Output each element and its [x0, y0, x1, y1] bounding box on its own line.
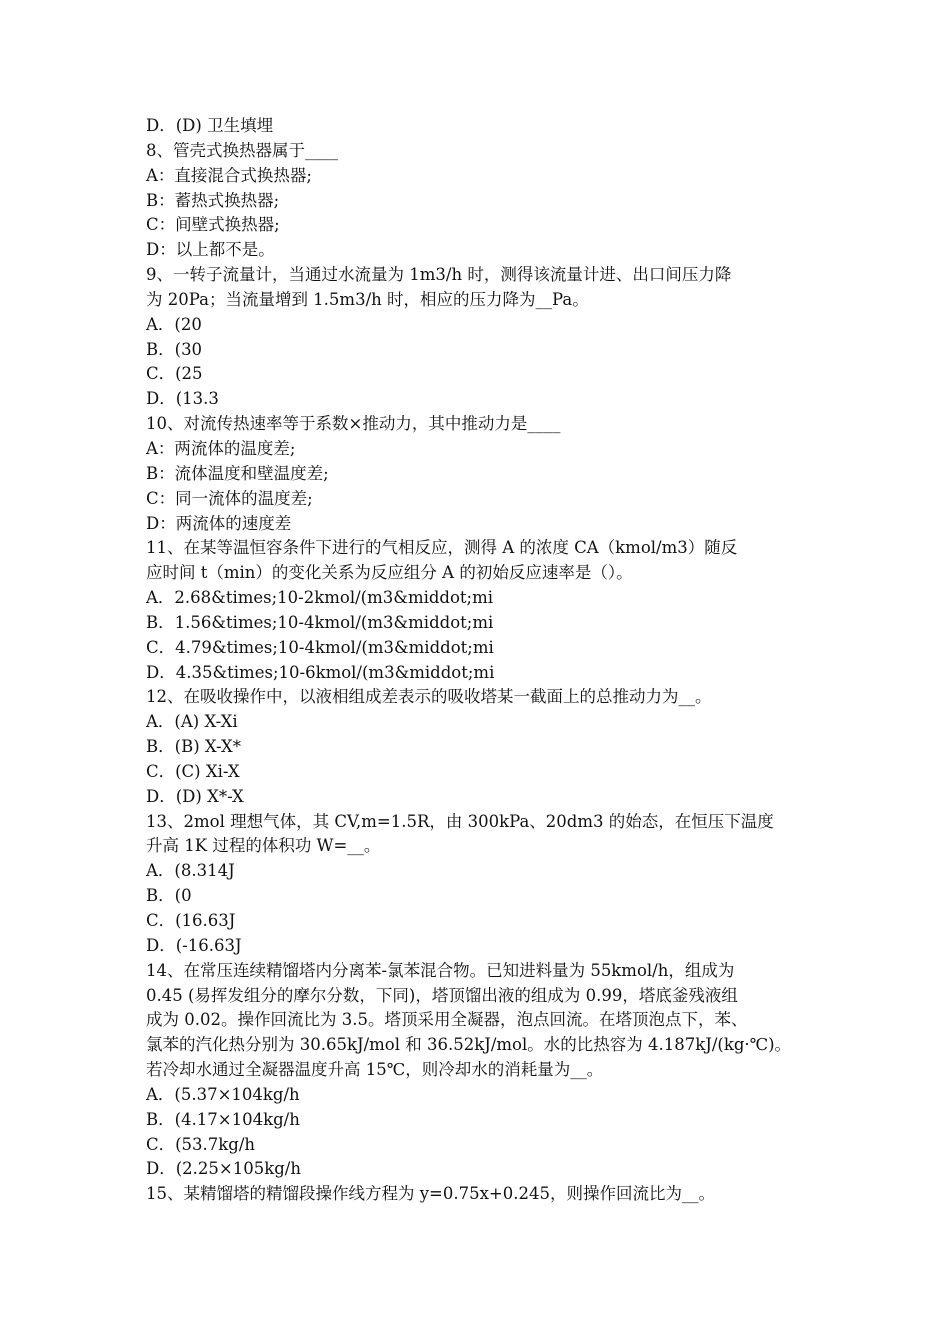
text-line: A：直接混合式换热器;: [146, 165, 312, 185]
text-line: A．(A) X-Xi: [146, 712, 238, 732]
text-line: 升高 1K 过程的体积功 W=__。: [146, 836, 381, 856]
text-line: C．(53.7kg/h: [146, 1134, 256, 1154]
text-line: C．(25: [146, 364, 203, 384]
text-line: 为 20Pa；当流量增到 1.5m3/h 时，相应的压力降为__Pa。: [146, 289, 589, 309]
text-line: 成为 0.02。操作回流比为 3.5。塔顶采用全凝器，泡点回流。在塔顶泡点下，苯、: [146, 1010, 748, 1030]
text-line: D．(D) X*-X: [146, 786, 244, 806]
text-line: 8、管壳式换热器属于____: [146, 140, 338, 160]
text-line: 14、在常压连续精馏塔内分离苯-氯苯混合物。已知进料量为 55kmol/h，组成为: [146, 960, 735, 980]
text-line: C：同一流体的温度差;: [146, 488, 313, 508]
text-line: B．(4.17×104kg/h: [146, 1109, 300, 1129]
text-line: A．2.68&times;10-2kmol/(m3&middot;mi: [146, 588, 494, 608]
text-line: 10、对流传热速率等于系数×推动力，其中推动力是____: [146, 414, 561, 434]
text-line: D．(13.3: [146, 389, 219, 409]
text-line: A．(20: [146, 314, 202, 334]
text-line: A．(5.37×104kg/h: [146, 1084, 300, 1104]
text-line: 0.45 (易挥发组分的摩尔分数，下同)，塔顶馏出液的组成为 0.99，塔底釜残液组: [146, 985, 738, 1005]
text-line: B．(B) X-X*: [146, 737, 242, 757]
text-line: A：两流体的温度差;: [146, 438, 296, 458]
text-line: 15、某精馏塔的精馏段操作线方程为 y=0.75x+0.245，则操作回流比为__。: [146, 1184, 715, 1204]
text-line: C．4.79&times;10-4kmol/(m3&middot;mi: [146, 637, 494, 657]
text-line: 应时间 t（min）的变化关系为反应组分 A 的初始反应速率是（）。: [146, 563, 633, 583]
text-line: B．(30: [146, 339, 203, 359]
text-line: D．(D) 卫生填埋: [146, 116, 274, 135]
text-line: 13、2mol 理想气体，其 CV,m=1.5R，由 300kPa、20dm3 的始态，在恒压下温度: [146, 811, 774, 831]
text-line: C：间壁式换热器;: [146, 215, 280, 235]
text-line: A．(8.314J: [146, 861, 235, 881]
text-line: 9、一转子流量计，当通过水流量为 1m3/h 时，测得该流量计进、出口间压力降: [146, 265, 732, 285]
text-line: 11、在某等温恒容条件下进行的气相反应，测得 A 的浓度 CA（kmol/m3）随反: [146, 538, 738, 558]
text-line: 氯苯的汽化热分别为 30.65kJ/mol 和 36.52kJ/mol。水的比热容为 4.187kJ/(kg·℃)。: [146, 1035, 792, 1055]
text-line: D：两流体的速度差: [146, 513, 292, 533]
text-line: B．1.56&times;10-4kmol/(m3&middot;mi: [146, 612, 494, 632]
text-line: B：流体温度和壁温度差;: [146, 463, 329, 483]
text-line: D．(-16.63J: [146, 935, 242, 955]
text-line: D．4.35&times;10-6kmol/(m3&middot;mi: [146, 662, 495, 682]
text-line: D：以上都不是。: [146, 240, 275, 260]
text-line: C．(C) Xi-X: [146, 761, 240, 781]
document-body: [146, 114, 814, 1207]
text-line: 若冷却水通过全凝器温度升高 15℃，则冷却水的消耗量为__。: [146, 1060, 604, 1080]
text-line: 12、在吸收操作中，以液相组成差表示的吸收塔某一截面上的总推动力为__。: [146, 687, 712, 707]
text-line: C．(16.63J: [146, 911, 236, 930]
text-line: D．(2.25×105kg/h: [146, 1159, 301, 1179]
text-line: B．(0: [146, 886, 192, 906]
text-line: B：蓄热式换热器;: [146, 190, 280, 210]
